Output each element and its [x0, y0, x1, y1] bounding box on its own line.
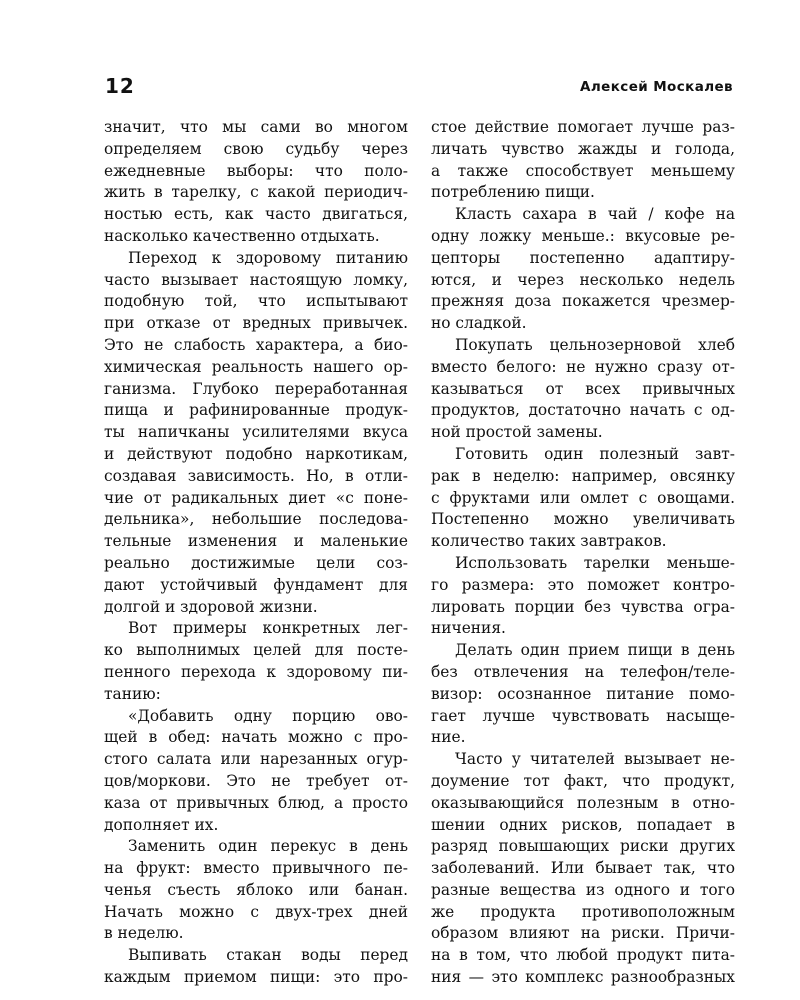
text-line: ты напичканы усилителями вкуса [104, 423, 408, 442]
text-line: долгой и здоровой жизни. [104, 597, 318, 616]
text-line: дают устойчивый фундамент для [104, 575, 408, 594]
text-line: стого салата или нарезанных огур- [104, 750, 408, 769]
text-line: ной простой замены. [431, 423, 603, 442]
text-line: оказывающийся полезным в отно- [431, 793, 735, 812]
text-line: пенного перехода к здоровому пи- [104, 662, 408, 681]
text-line: стое действие помогает лучше раз- [431, 118, 735, 136]
text-line: вместо белого: не нужно сразу от- [431, 357, 735, 376]
text-line: без отвлечения на телефон/теле- [431, 662, 735, 681]
text-line: тельные изменения и маленькие [104, 532, 408, 551]
text-line: насколько качественно отдыхать. [104, 226, 380, 245]
text-line: гает лучше чувствовать насыще- [431, 706, 735, 725]
text-line: количество таких завтраков. [431, 532, 667, 551]
text-line: Это не слабость характера, а био- [104, 335, 408, 354]
text-line: разные вещества из одного и того [431, 880, 735, 899]
text-line: часто вызывает настоящую ломку, [104, 270, 408, 289]
text-line: Делать один прием пищи в день [455, 641, 735, 660]
text-line: определяем свою судьбу через [104, 139, 408, 158]
text-line: ние. [431, 728, 466, 747]
text-line: ко выполнимых целей для посте- [104, 641, 408, 660]
running-head-author: Алексей Москалев [580, 79, 733, 95]
text-line: прежняя доза покажется чрезмер- [431, 292, 735, 311]
text-line: ганизма. Глубоко переработанная [104, 379, 408, 398]
text-line: щей в обед: начать можно с про- [104, 728, 408, 747]
text-line: «Добавить одну порцию ово- [128, 706, 408, 725]
text-line: при отказе от вредных привычек. [104, 314, 408, 333]
text-line: Готовить один полезный завт- [455, 444, 735, 463]
text-line: химическая реальность нашего ор- [104, 357, 408, 376]
text-line: каза от привычных блюд, а просто [104, 793, 408, 812]
text-line: Начать можно с двух-трех дней [104, 902, 408, 921]
text-line: заболеваний. Или бывает так, что [431, 859, 735, 878]
text-line: значит, что мы сами во многом [104, 118, 408, 136]
text-line: пища и рафинированные продук- [104, 401, 408, 420]
text-line: доумение тот факт, что продукт, [431, 771, 735, 790]
text-line: ченья съесть яблоко или банан. [104, 880, 408, 899]
text-line: разряд повышающих риски других [431, 837, 735, 856]
text-line: но сладкой. [431, 314, 527, 333]
text-line: Переход к здоровому питанию [128, 248, 408, 267]
text-column-right [431, 117, 735, 989]
text-line: Заменить один перекус в день [128, 837, 408, 856]
text-column-left [104, 117, 408, 989]
text-line: потреблению пищи. [431, 183, 595, 202]
text-line: Часто у читателей вызывает не- [455, 750, 735, 769]
text-line: образом влияют на риски. Причи- [431, 924, 735, 943]
text-line: продуктов, достаточно начать с од- [431, 401, 735, 420]
text-line: лировать порции без чувства огра- [431, 597, 735, 616]
text-line: одну ложку меньше.: вкусовые ре- [431, 226, 735, 245]
text-line: ния — это комплекс разнообразных [431, 968, 735, 987]
text-line: на фрукт: вместо привычного пе- [104, 859, 408, 878]
text-line: шении одних рисков, попадает в [431, 815, 735, 834]
text-line: ностью есть, как часто двигаться, [104, 205, 408, 224]
text-line: же продукта противоположным [431, 902, 735, 921]
text-line: Постепенно можно увеличивать [431, 510, 735, 529]
text-line: казываться от всех привычных [431, 379, 735, 398]
text-line: Использовать тарелки меньше- [455, 553, 735, 572]
text-line: цепторы постепенно адаптиру- [431, 248, 735, 267]
text-line: го размера: это поможет контро- [431, 575, 735, 594]
text-line: танию: [104, 684, 161, 703]
text-line: Вот примеры конкретных лег- [128, 619, 408, 638]
text-line: дополняет их. [104, 815, 219, 834]
text-line: визор: осознанное питание помо- [431, 684, 735, 703]
text-line: цов/моркови. Это не требует от- [104, 771, 408, 790]
text-line: создавая зависимость. Но, в отли- [104, 466, 408, 485]
text-line: ются, и через несколько недель [431, 270, 735, 289]
text-line: ежедневные выборы: что поло- [104, 161, 408, 180]
text-line: Класть сахара в чай / кофе на [455, 205, 735, 224]
text-line: а также способствует меньшему [431, 161, 735, 180]
text-line: чие от радикальных диет «с поне- [104, 488, 408, 507]
text-line: с фруктами или омлет с овощами. [431, 488, 735, 507]
text-line: Выпивать стакан воды перед [128, 946, 408, 965]
text-line: подобную той, что испытывают [104, 292, 408, 311]
text-line: дельника», небольшие последова- [104, 510, 408, 529]
text-line: реально достижимые цели соз- [104, 553, 408, 572]
text-line: рак в неделю: например, овсянку [431, 466, 735, 485]
text-line: на в том, что любой продукт пита- [431, 946, 735, 965]
text-line: личать чувство жажды и голода, [431, 139, 735, 158]
text-line: жить в тарелку, с какой периодич- [104, 183, 408, 202]
text-line: в неделю. [104, 924, 184, 943]
text-line: каждым приемом пищи: это про- [104, 968, 408, 987]
page-number: 12 [105, 74, 135, 98]
text-line: ничения. [431, 619, 506, 638]
text-line: Покупать цельнозерновой хлеб [455, 335, 735, 354]
text-line: и действуют подобно наркотикам, [104, 444, 408, 463]
